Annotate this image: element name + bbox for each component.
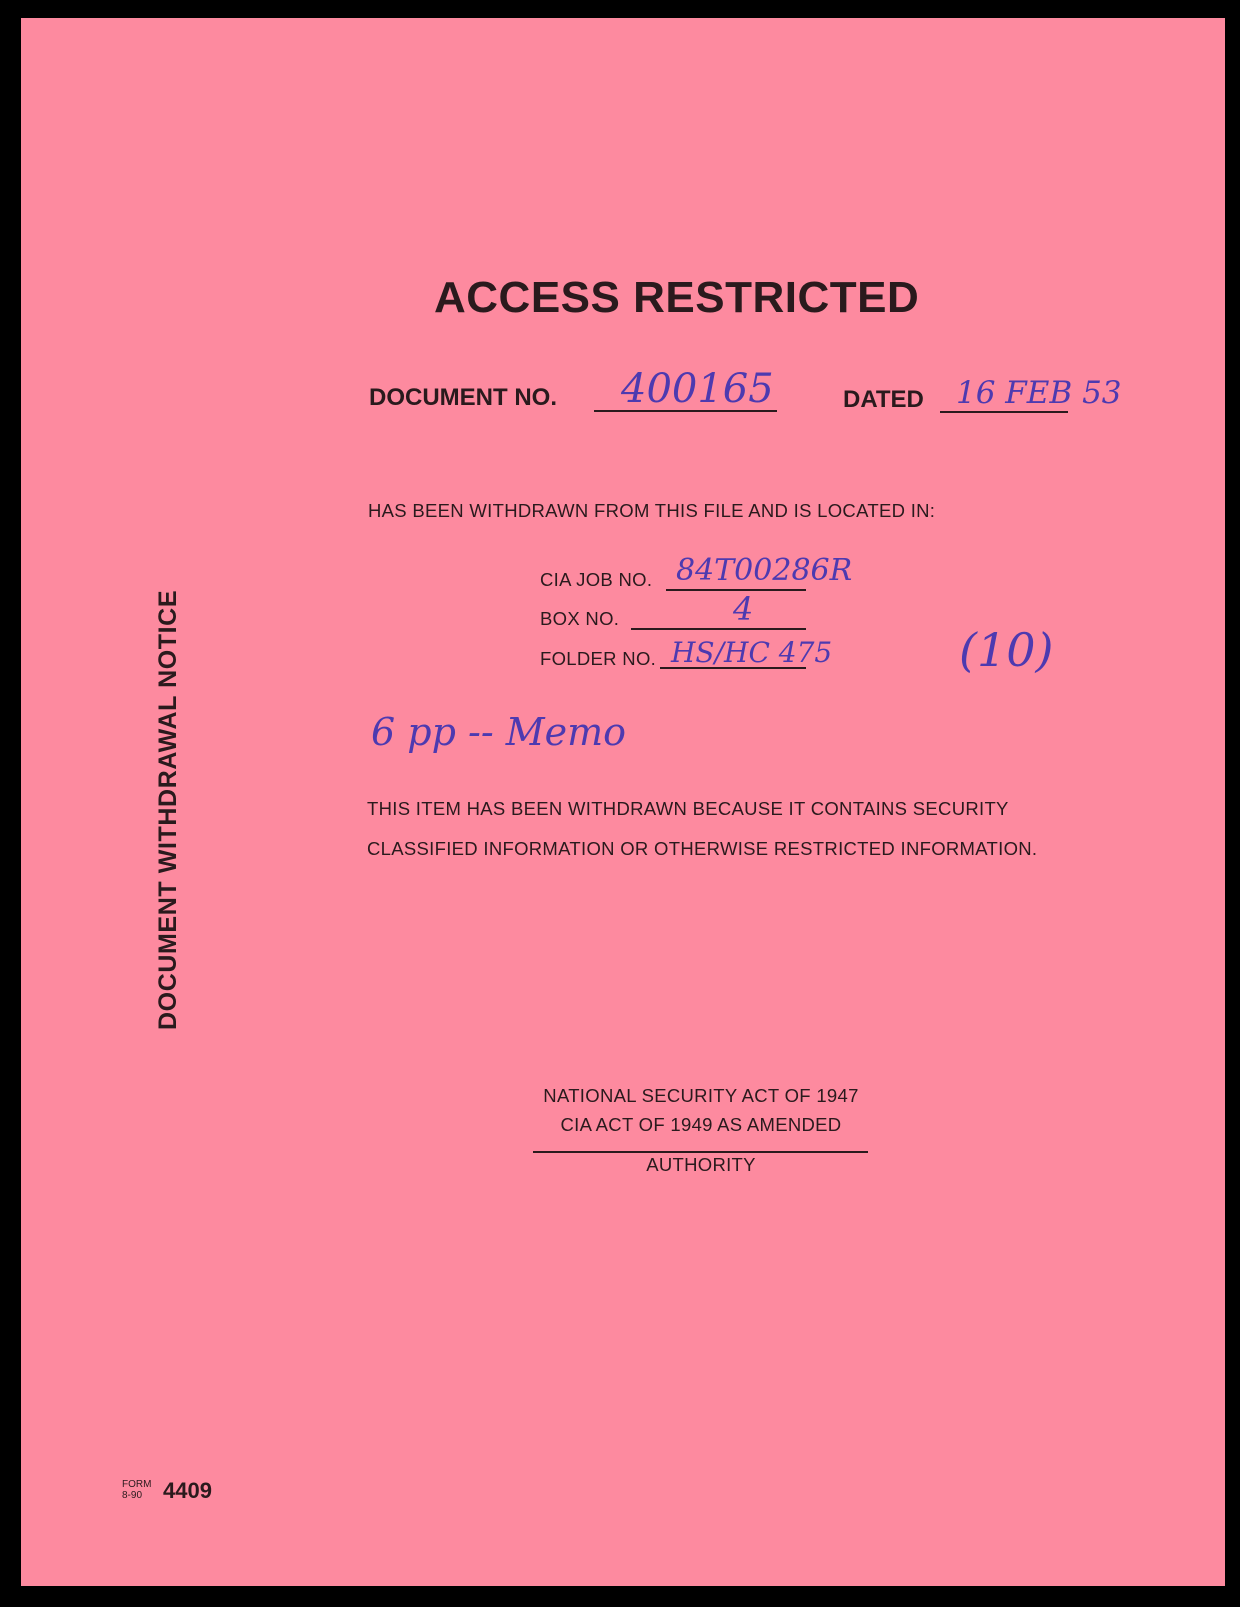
reason-line-1: THIS ITEM HAS BEEN WITHDRAWN BECAUSE IT CONTAINS SECURITY <box>367 798 1009 819</box>
folder-label: FOLDER NO. <box>540 648 657 669</box>
box-value: 4 <box>733 590 754 628</box>
document-no-label: DOCUMENT NO. <box>369 384 557 411</box>
reason-line-2: CLASSIFIED INFORMATION OR OTHERWISE RESTRICTED INFORMATION. <box>367 838 1038 859</box>
dated-value: 16 FEB 53 <box>956 375 1122 411</box>
authority-line-1: NATIONAL SECURITY ACT OF 1947 <box>543 1085 859 1106</box>
form-date: 8-90 <box>122 1490 143 1501</box>
dated-underline <box>940 411 1068 413</box>
cia-job-label: CIA JOB NO. <box>540 569 653 590</box>
box-underline <box>631 628 806 630</box>
withdrawal-notice-sheet <box>21 18 1225 1586</box>
document-no-value: 400165 <box>621 366 774 412</box>
form-label: FORM <box>122 1479 152 1490</box>
dated-label: DATED <box>843 386 924 413</box>
authority-line-2: CIA ACT OF 1949 AS AMENDED <box>560 1114 842 1135</box>
folder-annotation: (10) <box>959 623 1054 677</box>
withdrawn-statement: HAS BEEN WITHDRAWN FROM THIS FILE AND IS LOCATED IN: <box>368 500 936 521</box>
box-label: BOX NO. <box>540 608 620 629</box>
pages-note: 6 pp -- Memo <box>371 710 627 754</box>
authority-rule <box>533 1151 868 1153</box>
cia-job-value: 84T00286R <box>676 553 853 588</box>
page-title: ACCESS RESTRICTED <box>434 273 920 322</box>
folder-value: HS/HC 475 <box>671 636 833 669</box>
authority-label: AUTHORITY <box>646 1154 756 1175</box>
side-label: DOCUMENT WITHDRAWAL NOTICE <box>154 589 182 1030</box>
form-number: 4409 <box>163 1478 212 1503</box>
